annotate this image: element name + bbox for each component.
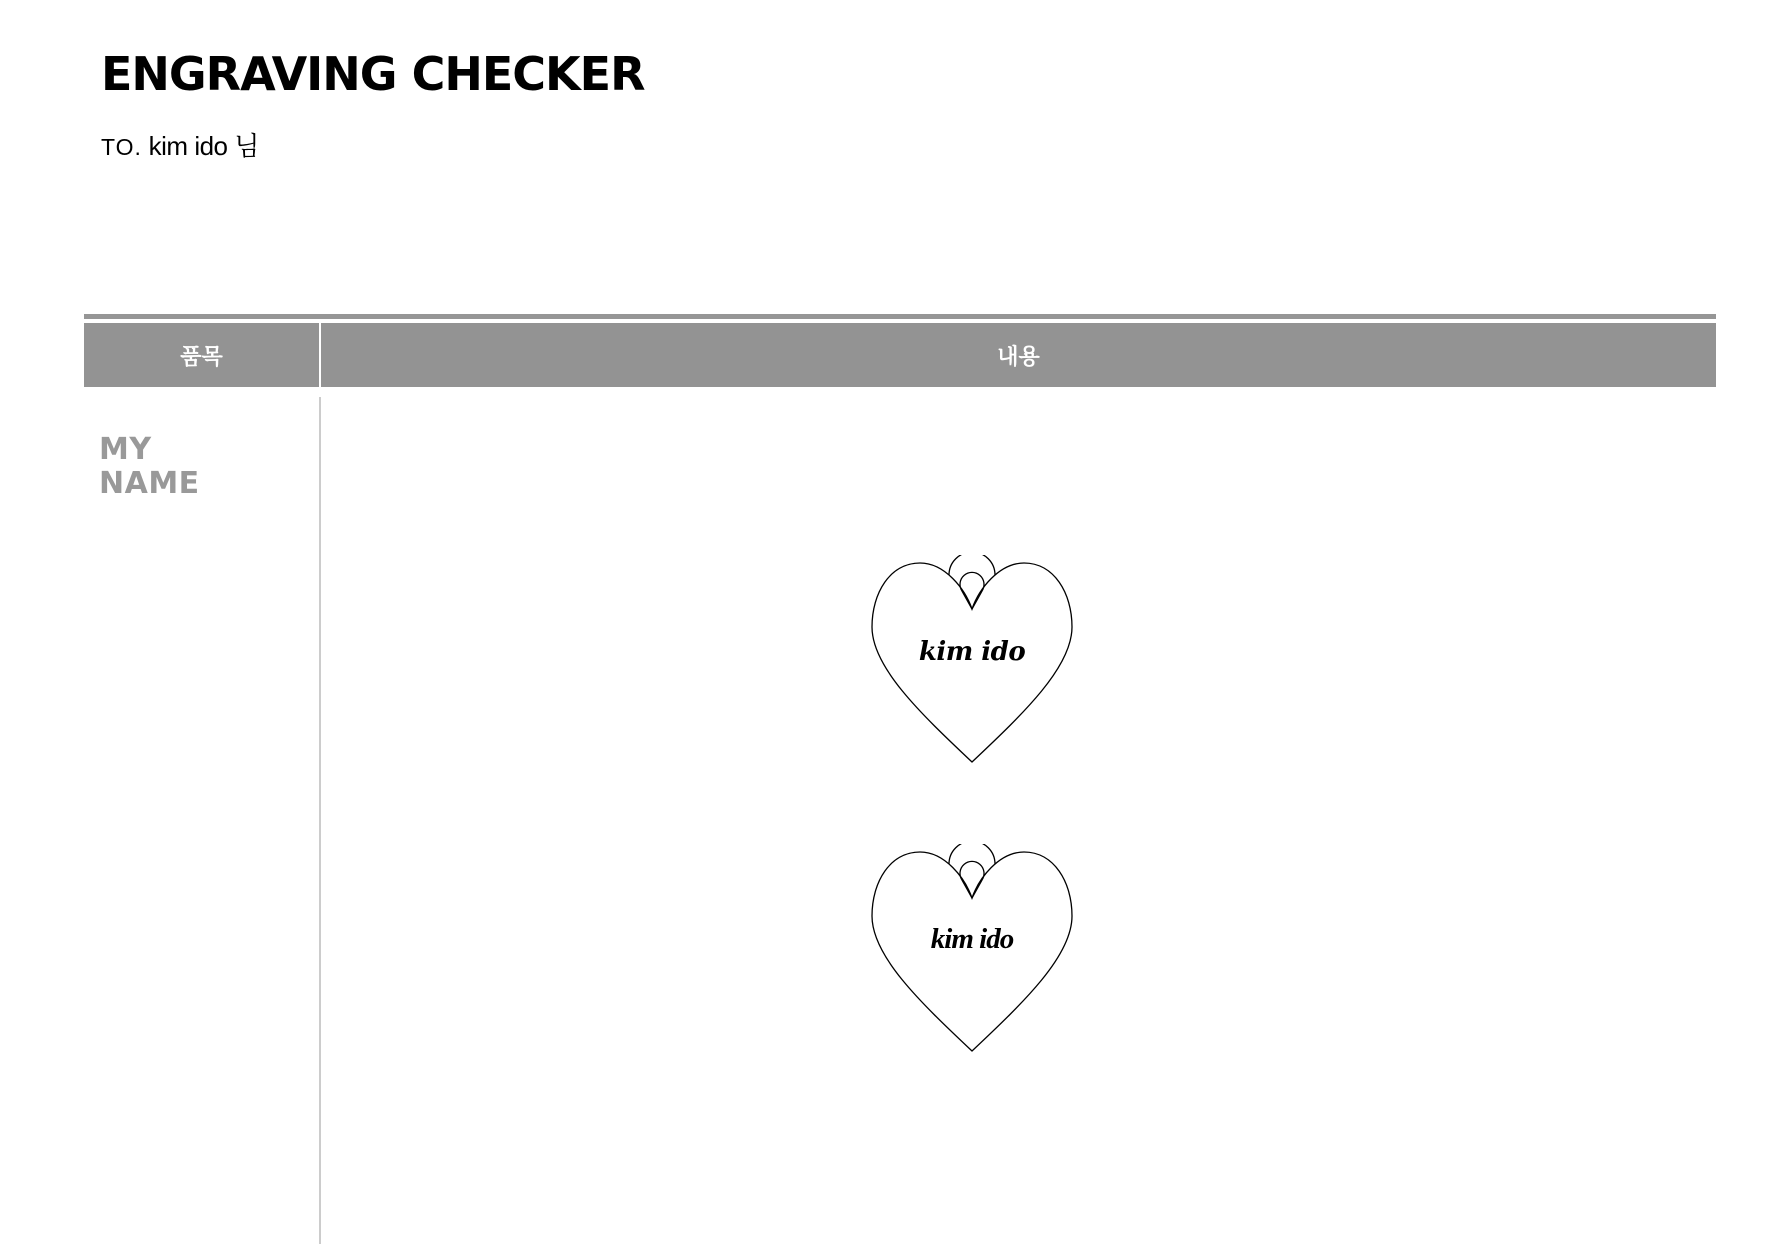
- table-top-rule: [84, 314, 1716, 319]
- item-label: MY NAME: [99, 432, 200, 501]
- engraving-preview-1: [870, 555, 1074, 767]
- table-header: [84, 323, 1716, 387]
- recipient-line: [101, 128, 259, 165]
- column-header-content: 내용: [997, 343, 1040, 369]
- page-title: ENGRAVING CHECKER: [101, 47, 645, 101]
- recipient-name: kim ido 님: [148, 131, 259, 161]
- column-header-item: 품목: [84, 323, 321, 387]
- engraving-text: kim ido: [918, 637, 1026, 667]
- recipient-prefix: TO.: [101, 134, 142, 160]
- engraving-preview-2: [870, 844, 1074, 1056]
- engraving-text: kim ido: [930, 923, 1014, 955]
- column-divider: [319, 397, 321, 1244]
